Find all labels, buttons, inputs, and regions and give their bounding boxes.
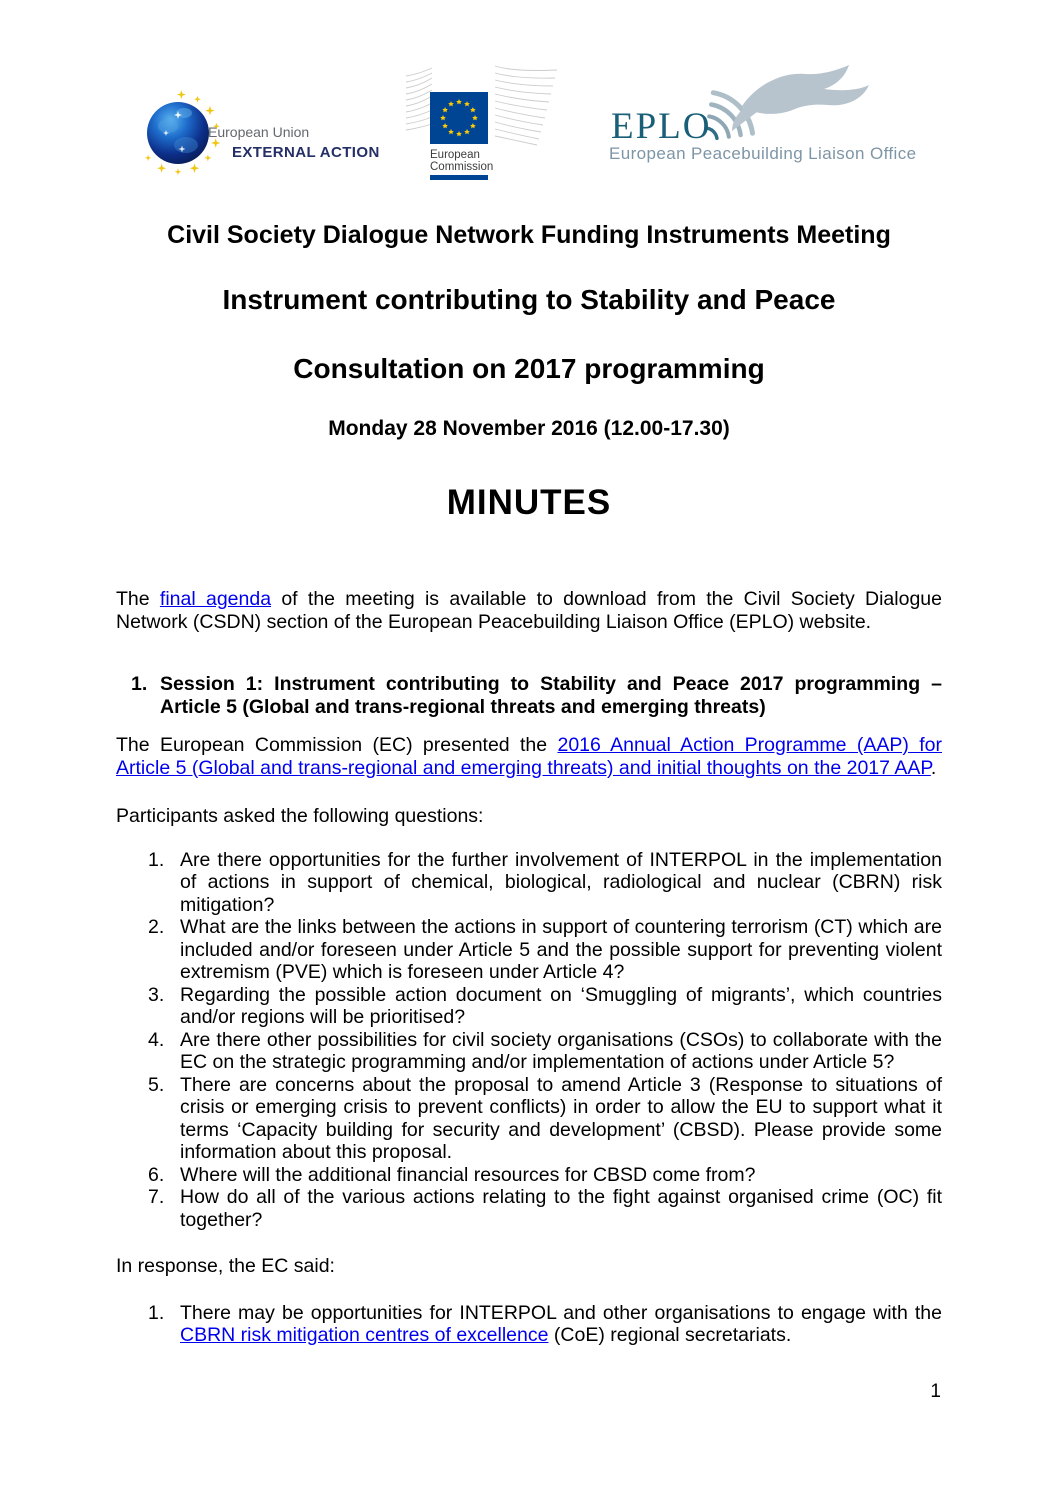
response-number: 1.	[148, 1301, 165, 1324]
aap-2016-link[interactable]: 2016 Annual Action Programme (AAP) for Article 5 (Global and trans-regional and emerging threats) and initial thoughts on the 2017 AAP	[116, 734, 942, 779]
question-number: 5.	[148, 1073, 165, 1096]
session1-paragraph	[116, 734, 942, 779]
response-text-pre: There may be opportunities for INTERPOL and other organisations to engage with the	[180, 1301, 942, 1324]
intro-text-pre: The	[116, 588, 160, 610]
session1-heading-text: Session 1: Instrument contributing to Stability and Peace 2017 programming – Article 5 (Global and trans-regional threats and emerging threats)	[160, 673, 942, 718]
session1-heading	[116, 673, 942, 719]
dove-icon	[732, 65, 869, 131]
question-text: Regarding the possible action document on ‘Smuggling of migrants’, which countries and/or regions will be prioritised?	[180, 983, 942, 1028]
question-number: 1.	[148, 848, 165, 871]
eeas-european-union-label: European Union	[208, 124, 310, 140]
question-item	[116, 849, 942, 917]
questions-list	[116, 849, 942, 1232]
eplo-acronym-label: EPLO	[611, 106, 712, 147]
final-agenda-link[interactable]: final agenda	[159, 588, 272, 610]
ec-commission-label: Commission	[430, 161, 494, 173]
question-text: Are there other possibilities for civil society organisations (CSOs) to collaborate with the EC on the strategic programming and/or implementation of actions under Article 5?	[180, 1028, 942, 1073]
response-intro: In response, the EC said:	[116, 1255, 335, 1277]
session1-para-post: .	[930, 756, 937, 779]
meeting-datetime: Monday 28 November 2016 (12.00-17.30)	[328, 417, 730, 440]
cbrn-coe-link[interactable]: CBRN risk mitigation centres of excellence	[180, 1324, 549, 1346]
questions-intro: Participants asked the following questions:	[116, 805, 484, 827]
meeting-title: Civil Society Dialogue Network Funding Instruments Meeting	[167, 221, 891, 249]
question-number: 7.	[148, 1186, 165, 1208]
ec-blue-bar	[430, 175, 488, 180]
question-item	[116, 1029, 942, 1074]
intro-paragraph	[116, 588, 942, 633]
question-number: 2.	[148, 916, 165, 938]
logo-row	[116, 60, 942, 172]
response-text-post: (CoE) regional secretariats.	[548, 1324, 792, 1346]
question-text: Are there opportunities for the further involvement of INTERPOL in the implementation of actions in support of chemical, biological, radiological and nuclear (CBRN) risk mitigation?	[180, 848, 942, 916]
european-commission-logo	[405, 62, 595, 182]
eplo-subtitle-label: European Peacebuilding Liaison Office	[609, 144, 917, 163]
question-item	[116, 1074, 942, 1164]
globe-icon	[147, 102, 209, 164]
question-item	[116, 916, 942, 984]
responses-list	[116, 1302, 942, 1347]
question-item	[116, 1164, 942, 1187]
page-number: 1	[930, 1381, 941, 1402]
session1-para-pre: The European Commission (EC) presented the	[116, 734, 558, 756]
eu-external-action-logo	[144, 93, 379, 171]
question-number: 3.	[148, 983, 165, 1006]
question-text: What are the links between the actions in support of countering terrorism (CT) which are included and/or foreseen under Article 5 and the possible support for preventing violent extremism (PVE) which is foreseen under Article 4?	[180, 916, 942, 983]
question-item	[116, 984, 942, 1029]
session1-heading-number: 1.	[131, 673, 148, 695]
eu-flag-icon	[430, 92, 488, 144]
question-text: How do all of the various actions relating to the fight against organised crime (OC) fit together?	[180, 1186, 942, 1231]
question-text: Where will the additional financial resources for CBSD come from?	[180, 1163, 756, 1186]
question-number: 4.	[148, 1028, 165, 1051]
response-text	[180, 1302, 942, 1347]
question-item	[116, 1186, 942, 1231]
ec-european-label: European	[430, 149, 480, 161]
instrument-title: Instrument contributing to Stability and Peace	[222, 284, 836, 315]
intro-text-post: of the meeting is available to download from the Civil Society Dialogue Network (CSDN) section of the European Peacebuilding Liaison Office (EPLO) website.	[116, 588, 942, 633]
response-item	[116, 1302, 942, 1347]
doc-type-title: MINUTES	[446, 483, 612, 522]
eplo-logo	[605, 68, 917, 164]
question-number: 6.	[148, 1163, 165, 1186]
consultation-title: Consultation on 2017 programming	[293, 353, 765, 384]
question-text: There are concerns about the proposal to amend Article 3 (Response to situations of crisis or emerging crisis to prevent conflicts) in order to allow the EU to support what it terms ‘Capacity building for security and development’ (CBSD). Please provide some information about this proposal.	[180, 1073, 942, 1163]
eeas-external-action-label: EXTERNAL ACTION	[232, 144, 380, 161]
